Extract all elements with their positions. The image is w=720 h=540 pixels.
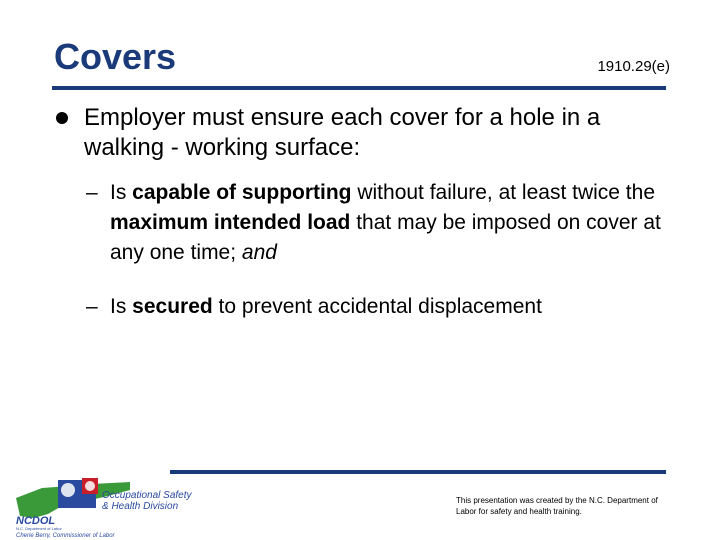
text-run: to prevent accidental displacement <box>212 295 542 318</box>
text-run: that may be imposed on cover at any one time; <box>110 211 661 264</box>
text-run-bold: secured <box>132 295 213 318</box>
dash-icon: – <box>86 295 98 318</box>
text-run-bold: maximum intended load <box>110 211 351 234</box>
main-bullet-text: Employer must ensure each cover for a hole in a walking - working surface: <box>84 104 601 161</box>
text-run-italic: and <box>241 241 277 264</box>
standard-reference: 1910.29(e) <box>597 58 670 75</box>
bullet-dot-icon <box>56 112 68 124</box>
emblem-icon <box>85 481 95 491</box>
emblem-icon <box>61 483 75 497</box>
text-run-bold: capable of supporting <box>132 181 352 204</box>
text-run: Is <box>110 181 133 204</box>
logo-line-1: Occupational Safety <box>102 490 192 501</box>
logo-line-2: & Health Division <box>102 501 179 512</box>
sub-bullet-text <box>110 292 670 322</box>
footer-divider <box>170 470 666 474</box>
logo-commissioner: Cherie Berry, Commissioner of Labor <box>16 533 115 538</box>
footer-note: This presentation was created by the N.C. Department of Labor for safety and health training. <box>456 496 658 516</box>
logo-agency: NCDOL <box>16 515 56 527</box>
ncdol-osh-logo <box>12 476 212 538</box>
text-run: Is <box>110 295 133 318</box>
title-divider <box>52 86 666 90</box>
dash-icon: – <box>86 181 98 204</box>
sub-bullet-text <box>110 178 670 268</box>
slide-title: Covers <box>54 36 177 77</box>
logo-agency-sub: N.C. Department of Labor <box>16 526 62 531</box>
text-run: without failure, at least twice the <box>351 181 656 204</box>
